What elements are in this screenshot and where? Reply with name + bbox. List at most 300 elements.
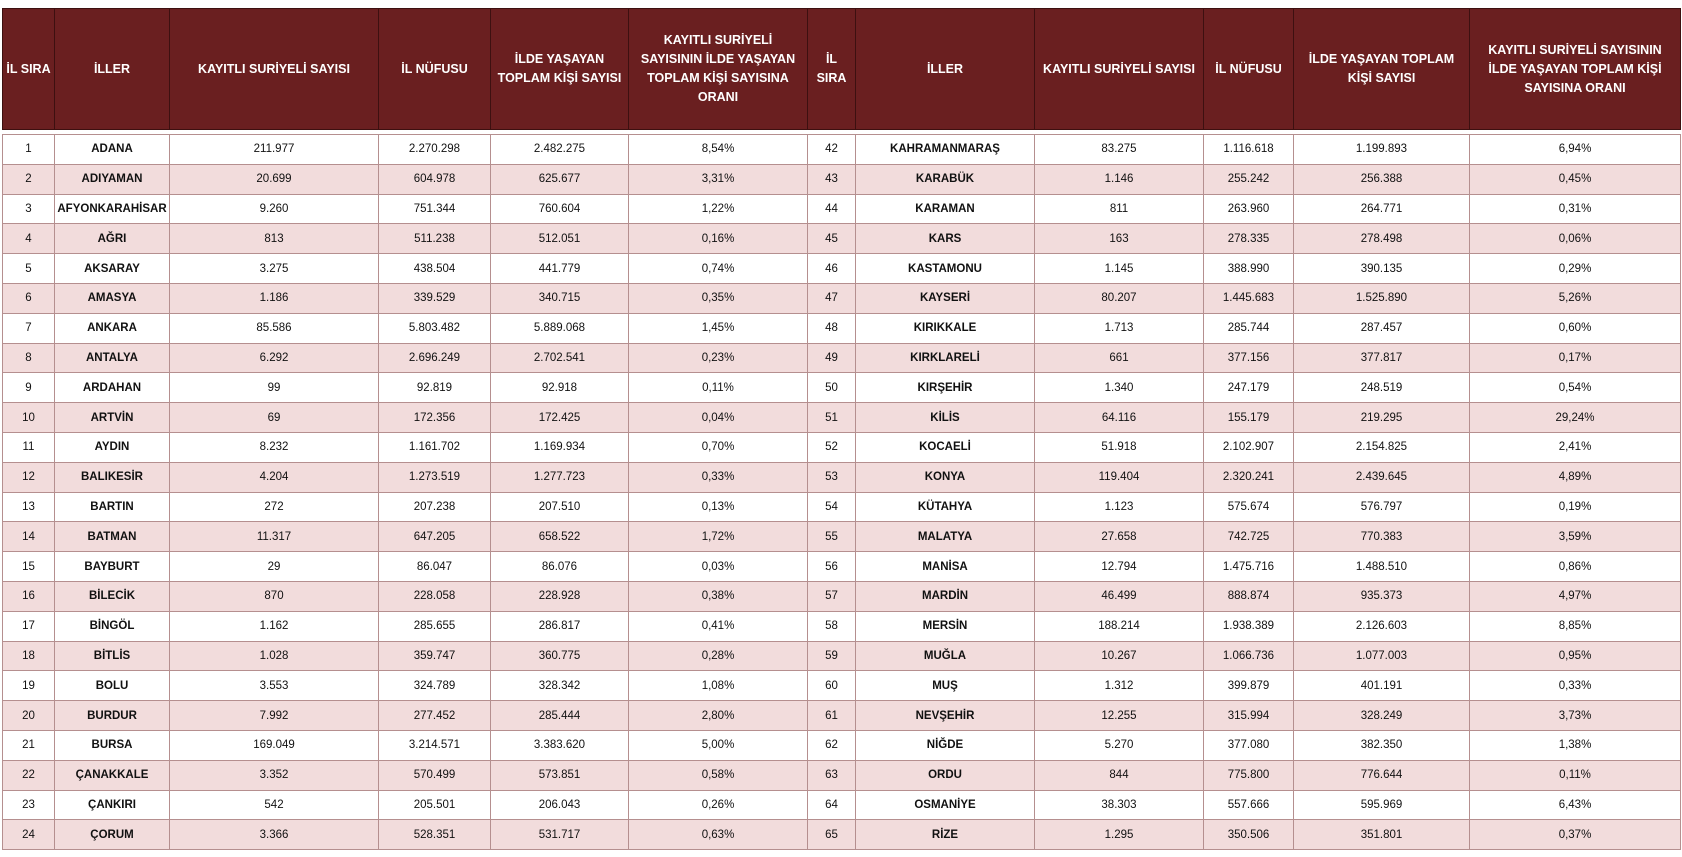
left-iller-cell: ÇORUM: [55, 820, 170, 850]
left-kayitli-suriyeli-sayisi-cell: 6.292: [170, 343, 379, 373]
right-kayitli-suriyeli-sayisi-cell: 27.658: [1035, 522, 1204, 552]
table-row: [3, 820, 1681, 850]
left-il-sira-cell: 2: [3, 164, 55, 194]
table-row: [3, 164, 1681, 194]
right-oran-cell: 0,54%: [1470, 373, 1681, 403]
right-toplam-kisi-sayisi-cell: 278.498: [1294, 224, 1470, 254]
left-il-nufusu-cell: 1.273.519: [379, 462, 491, 492]
left-toplam-kisi-sayisi-cell: 2.482.275: [491, 135, 629, 165]
left-toplam-kisi-sayisi-cell: 328.342: [491, 671, 629, 701]
right-il-sira-cell: 56: [808, 552, 856, 582]
left-toplam-kisi-sayisi-cell: 286.817: [491, 611, 629, 641]
right-il-sira-cell: 47: [808, 283, 856, 313]
left-oran-cell: 0,16%: [629, 224, 808, 254]
left-toplam-kisi-sayisi-cell: 340.715: [491, 283, 629, 313]
left-il-sira-cell: 12: [3, 462, 55, 492]
right-iller-cell: KÜTAHYA: [856, 492, 1035, 522]
left-oran-cell: 0,28%: [629, 641, 808, 671]
right-kayitli-suriyeli-sayisi-cell: 811: [1035, 194, 1204, 224]
right-il-sira-cell: 52: [808, 432, 856, 462]
right-il-sira-cell: 49: [808, 343, 856, 373]
left-il-sira-cell: 3: [3, 194, 55, 224]
table-row: [3, 611, 1681, 641]
right-kayitli-suriyeli-sayisi-cell: 1.145: [1035, 254, 1204, 284]
left-il-sira-cell: 21: [3, 730, 55, 760]
left-iller-cell: BURDUR: [55, 701, 170, 731]
left-oran-cell: 0,35%: [629, 283, 808, 313]
left-toplam-kisi-sayisi-cell: 760.604: [491, 194, 629, 224]
left-iller-cell: ANTALYA: [55, 343, 170, 373]
left-iller-cell: ÇANKIRI: [55, 790, 170, 820]
right-il-sira-cell: 46: [808, 254, 856, 284]
right-iller-cell: OSMANİYE: [856, 790, 1035, 820]
right-oran-cell: 0,60%: [1470, 313, 1681, 343]
left-iller-cell: ANKARA: [55, 313, 170, 343]
left-il-sira-cell: 24: [3, 820, 55, 850]
right-oran-cell: 4,89%: [1470, 462, 1681, 492]
header-right-kayitli-suriyeli-sayisi: KAYITLI SURİYELİ SAYISI: [1035, 9, 1204, 130]
left-toplam-kisi-sayisi-cell: 5.889.068: [491, 313, 629, 343]
left-kayitli-suriyeli-sayisi-cell: 870: [170, 581, 379, 611]
table-row: [3, 283, 1681, 313]
left-toplam-kisi-sayisi-cell: 285.444: [491, 701, 629, 731]
right-il-sira-cell: 42: [808, 135, 856, 165]
left-oran-cell: 1,22%: [629, 194, 808, 224]
right-oran-cell: 4,97%: [1470, 581, 1681, 611]
right-oran-cell: 29,24%: [1470, 403, 1681, 433]
right-il-nufusu-cell: 247.179: [1204, 373, 1294, 403]
left-toplam-kisi-sayisi-cell: 658.522: [491, 522, 629, 552]
left-toplam-kisi-sayisi-cell: 2.702.541: [491, 343, 629, 373]
left-iller-cell: ARDAHAN: [55, 373, 170, 403]
right-il-sira-cell: 45: [808, 224, 856, 254]
left-kayitli-suriyeli-sayisi-cell: 69: [170, 403, 379, 433]
left-toplam-kisi-sayisi-cell: 228.928: [491, 581, 629, 611]
right-kayitli-suriyeli-sayisi-cell: 5.270: [1035, 730, 1204, 760]
left-iller-cell: AMASYA: [55, 283, 170, 313]
header-right-il-nufusu: İL NÜFUSU: [1204, 9, 1294, 130]
right-il-sira-cell: 58: [808, 611, 856, 641]
left-iller-cell: AĞRI: [55, 224, 170, 254]
right-kayitli-suriyeli-sayisi-cell: 64.116: [1035, 403, 1204, 433]
left-kayitli-suriyeli-sayisi-cell: 8.232: [170, 432, 379, 462]
left-kayitli-suriyeli-sayisi-cell: 3.553: [170, 671, 379, 701]
right-il-nufusu-cell: 775.800: [1204, 760, 1294, 790]
table-row: [3, 790, 1681, 820]
table-row: [3, 432, 1681, 462]
left-kayitli-suriyeli-sayisi-cell: 20.699: [170, 164, 379, 194]
left-il-nufusu-cell: 228.058: [379, 581, 491, 611]
left-il-sira-cell: 11: [3, 432, 55, 462]
right-iller-cell: MERSİN: [856, 611, 1035, 641]
left-il-sira-cell: 22: [3, 760, 55, 790]
right-il-nufusu-cell: 155.179: [1204, 403, 1294, 433]
left-il-nufusu-cell: 647.205: [379, 522, 491, 552]
left-il-sira-cell: 6: [3, 283, 55, 313]
left-il-nufusu-cell: 511.238: [379, 224, 491, 254]
left-iller-cell: ADANA: [55, 135, 170, 165]
right-il-nufusu-cell: 315.994: [1204, 701, 1294, 731]
right-kayitli-suriyeli-sayisi-cell: 12.794: [1035, 552, 1204, 582]
right-il-sira-cell: 50: [808, 373, 856, 403]
right-toplam-kisi-sayisi-cell: 2.154.825: [1294, 432, 1470, 462]
right-oran-cell: 0,86%: [1470, 552, 1681, 582]
right-il-nufusu-cell: 255.242: [1204, 164, 1294, 194]
right-toplam-kisi-sayisi-cell: 935.373: [1294, 581, 1470, 611]
right-oran-cell: 6,94%: [1470, 135, 1681, 165]
right-oran-cell: 0,06%: [1470, 224, 1681, 254]
left-il-nufusu-cell: 207.238: [379, 492, 491, 522]
right-kayitli-suriyeli-sayisi-cell: 12.255: [1035, 701, 1204, 731]
left-oran-cell: 1,72%: [629, 522, 808, 552]
right-toplam-kisi-sayisi-cell: 390.135: [1294, 254, 1470, 284]
right-il-nufusu-cell: 2.320.241: [1204, 462, 1294, 492]
right-kayitli-suriyeli-sayisi-cell: 1.713: [1035, 313, 1204, 343]
left-oran-cell: 3,31%: [629, 164, 808, 194]
right-oran-cell: 0,31%: [1470, 194, 1681, 224]
right-il-sira-cell: 62: [808, 730, 856, 760]
left-oran-cell: 8,54%: [629, 135, 808, 165]
header-right-iller: İLLER: [856, 9, 1035, 130]
left-toplam-kisi-sayisi-cell: 573.851: [491, 760, 629, 790]
right-il-sira-cell: 55: [808, 522, 856, 552]
right-toplam-kisi-sayisi-cell: 1.199.893: [1294, 135, 1470, 165]
right-iller-cell: MANİSA: [856, 552, 1035, 582]
right-il-sira-cell: 64: [808, 790, 856, 820]
right-il-sira-cell: 43: [808, 164, 856, 194]
right-toplam-kisi-sayisi-cell: 595.969: [1294, 790, 1470, 820]
left-kayitli-suriyeli-sayisi-cell: 85.586: [170, 313, 379, 343]
left-iller-cell: BAYBURT: [55, 552, 170, 582]
left-toplam-kisi-sayisi-cell: 625.677: [491, 164, 629, 194]
header-left-kayitli-suriyeli-sayisi: KAYITLI SURİYELİ SAYISI: [170, 9, 379, 130]
right-il-sira-cell: 44: [808, 194, 856, 224]
right-iller-cell: RİZE: [856, 820, 1035, 850]
left-toplam-kisi-sayisi-cell: 512.051: [491, 224, 629, 254]
right-oran-cell: 3,73%: [1470, 701, 1681, 731]
table-row: [3, 492, 1681, 522]
table-row: [3, 581, 1681, 611]
right-iller-cell: KIRŞEHİR: [856, 373, 1035, 403]
table-row: [3, 403, 1681, 433]
left-il-sira-cell: 10: [3, 403, 55, 433]
left-kayitli-suriyeli-sayisi-cell: 813: [170, 224, 379, 254]
left-il-nufusu-cell: 528.351: [379, 820, 491, 850]
left-kayitli-suriyeli-sayisi-cell: 272: [170, 492, 379, 522]
left-kayitli-suriyeli-sayisi-cell: 3.366: [170, 820, 379, 850]
header-right-toplam-kisi-sayisi: İLDE YAŞAYAN TOPLAM KİŞİ SAYISI: [1294, 9, 1470, 130]
left-kayitli-suriyeli-sayisi-cell: 1.162: [170, 611, 379, 641]
table-row: [3, 373, 1681, 403]
right-kayitli-suriyeli-sayisi-cell: 1.146: [1035, 164, 1204, 194]
right-il-nufusu-cell: 278.335: [1204, 224, 1294, 254]
right-il-nufusu-cell: 1.475.716: [1204, 552, 1294, 582]
right-iller-cell: KOCAELİ: [856, 432, 1035, 462]
left-il-sira-cell: 9: [3, 373, 55, 403]
left-il-sira-cell: 18: [3, 641, 55, 671]
left-il-nufusu-cell: 205.501: [379, 790, 491, 820]
left-iller-cell: ARTVİN: [55, 403, 170, 433]
left-toplam-kisi-sayisi-cell: 360.775: [491, 641, 629, 671]
left-oran-cell: 5,00%: [629, 730, 808, 760]
table-row: [3, 641, 1681, 671]
left-oran-cell: 0,33%: [629, 462, 808, 492]
left-oran-cell: 0,13%: [629, 492, 808, 522]
right-oran-cell: 0,33%: [1470, 671, 1681, 701]
table-row: [3, 701, 1681, 731]
left-iller-cell: BURSA: [55, 730, 170, 760]
left-iller-cell: ÇANAKKALE: [55, 760, 170, 790]
left-il-sira-cell: 7: [3, 313, 55, 343]
right-kayitli-suriyeli-sayisi-cell: 1.312: [1035, 671, 1204, 701]
right-kayitli-suriyeli-sayisi-cell: 38.303: [1035, 790, 1204, 820]
province-table: [2, 8, 1681, 850]
right-toplam-kisi-sayisi-cell: 248.519: [1294, 373, 1470, 403]
right-il-nufusu-cell: 263.960: [1204, 194, 1294, 224]
left-iller-cell: BİTLİS: [55, 641, 170, 671]
table-header: [3, 9, 1681, 135]
right-oran-cell: 0,37%: [1470, 820, 1681, 850]
left-kayitli-suriyeli-sayisi-cell: 3.352: [170, 760, 379, 790]
right-oran-cell: 8,85%: [1470, 611, 1681, 641]
right-toplam-kisi-sayisi-cell: 256.388: [1294, 164, 1470, 194]
left-toplam-kisi-sayisi-cell: 86.076: [491, 552, 629, 582]
left-il-nufusu-cell: 570.499: [379, 760, 491, 790]
left-toplam-kisi-sayisi-cell: 207.510: [491, 492, 629, 522]
table-row: [3, 760, 1681, 790]
left-il-nufusu-cell: 86.047: [379, 552, 491, 582]
left-oran-cell: 0,11%: [629, 373, 808, 403]
left-oran-cell: 0,70%: [629, 432, 808, 462]
right-toplam-kisi-sayisi-cell: 776.644: [1294, 760, 1470, 790]
left-kayitli-suriyeli-sayisi-cell: 542: [170, 790, 379, 820]
left-il-nufusu-cell: 285.655: [379, 611, 491, 641]
right-toplam-kisi-sayisi-cell: 1.077.003: [1294, 641, 1470, 671]
right-kayitli-suriyeli-sayisi-cell: 83.275: [1035, 135, 1204, 165]
header-left-il-sira: İL SIRA: [3, 9, 55, 130]
right-iller-cell: KONYA: [856, 462, 1035, 492]
right-il-nufusu-cell: 742.725: [1204, 522, 1294, 552]
left-oran-cell: 0,63%: [629, 820, 808, 850]
left-iller-cell: AYDIN: [55, 432, 170, 462]
left-il-sira-cell: 20: [3, 701, 55, 731]
right-il-nufusu-cell: 399.879: [1204, 671, 1294, 701]
left-iller-cell: ADIYAMAN: [55, 164, 170, 194]
right-toplam-kisi-sayisi-cell: 2.439.645: [1294, 462, 1470, 492]
right-oran-cell: 0,11%: [1470, 760, 1681, 790]
header-left-oran: KAYITLI SURİYELİ SAYISININ İLDE YAŞAYAN TOPLAM KİŞİ SAYISINA ORANI: [629, 9, 808, 130]
right-oran-cell: 0,19%: [1470, 492, 1681, 522]
right-iller-cell: ORDU: [856, 760, 1035, 790]
left-il-nufusu-cell: 751.344: [379, 194, 491, 224]
left-toplam-kisi-sayisi-cell: 206.043: [491, 790, 629, 820]
left-kayitli-suriyeli-sayisi-cell: 9.260: [170, 194, 379, 224]
left-iller-cell: AKSARAY: [55, 254, 170, 284]
right-kayitli-suriyeli-sayisi-cell: 188.214: [1035, 611, 1204, 641]
left-il-sira-cell: 16: [3, 581, 55, 611]
left-il-sira-cell: 23: [3, 790, 55, 820]
left-oran-cell: 0,03%: [629, 552, 808, 582]
right-oran-cell: 6,43%: [1470, 790, 1681, 820]
left-toplam-kisi-sayisi-cell: 92.918: [491, 373, 629, 403]
left-il-sira-cell: 14: [3, 522, 55, 552]
right-toplam-kisi-sayisi-cell: 377.817: [1294, 343, 1470, 373]
right-oran-cell: 2,41%: [1470, 432, 1681, 462]
right-toplam-kisi-sayisi-cell: 2.126.603: [1294, 611, 1470, 641]
left-oran-cell: 0,74%: [629, 254, 808, 284]
right-il-sira-cell: 61: [808, 701, 856, 731]
right-iller-cell: NEVŞEHİR: [856, 701, 1035, 731]
right-iller-cell: KIRKLARELİ: [856, 343, 1035, 373]
left-il-nufusu-cell: 5.803.482: [379, 313, 491, 343]
left-iller-cell: BATMAN: [55, 522, 170, 552]
right-kayitli-suriyeli-sayisi-cell: 51.918: [1035, 432, 1204, 462]
left-il-nufusu-cell: 438.504: [379, 254, 491, 284]
right-iller-cell: KAHRAMANMARAŞ: [856, 135, 1035, 165]
right-oran-cell: 0,17%: [1470, 343, 1681, 373]
right-il-nufusu-cell: 1.116.618: [1204, 135, 1294, 165]
table-row: [3, 671, 1681, 701]
right-kayitli-suriyeli-sayisi-cell: 119.404: [1035, 462, 1204, 492]
left-il-sira-cell: 1: [3, 135, 55, 165]
right-toplam-kisi-sayisi-cell: 770.383: [1294, 522, 1470, 552]
left-oran-cell: 1,08%: [629, 671, 808, 701]
right-il-sira-cell: 57: [808, 581, 856, 611]
left-toplam-kisi-sayisi-cell: 172.425: [491, 403, 629, 433]
right-il-nufusu-cell: 1.445.683: [1204, 283, 1294, 313]
left-il-sira-cell: 17: [3, 611, 55, 641]
left-il-nufusu-cell: 339.529: [379, 283, 491, 313]
left-il-nufusu-cell: 324.789: [379, 671, 491, 701]
table-row: [3, 194, 1681, 224]
left-toplam-kisi-sayisi-cell: 441.779: [491, 254, 629, 284]
right-iller-cell: MALATYA: [856, 522, 1035, 552]
right-il-sira-cell: 60: [808, 671, 856, 701]
right-iller-cell: KARS: [856, 224, 1035, 254]
left-kayitli-suriyeli-sayisi-cell: 169.049: [170, 730, 379, 760]
left-iller-cell: BOLU: [55, 671, 170, 701]
left-kayitli-suriyeli-sayisi-cell: 3.275: [170, 254, 379, 284]
right-il-sira-cell: 53: [808, 462, 856, 492]
right-iller-cell: MARDİN: [856, 581, 1035, 611]
right-toplam-kisi-sayisi-cell: 576.797: [1294, 492, 1470, 522]
right-oran-cell: 3,59%: [1470, 522, 1681, 552]
right-toplam-kisi-sayisi-cell: 1.525.890: [1294, 283, 1470, 313]
right-toplam-kisi-sayisi-cell: 351.801: [1294, 820, 1470, 850]
left-kayitli-suriyeli-sayisi-cell: 7.992: [170, 701, 379, 731]
left-toplam-kisi-sayisi-cell: 3.383.620: [491, 730, 629, 760]
header-right-oran: KAYITLI SURİYELİ SAYISININ İLDE YAŞAYAN TOPLAM KİŞİ SAYISINA ORANI: [1470, 9, 1681, 130]
right-iller-cell: KIRIKKALE: [856, 313, 1035, 343]
right-iller-cell: MUŞ: [856, 671, 1035, 701]
right-il-nufusu-cell: 575.674: [1204, 492, 1294, 522]
left-toplam-kisi-sayisi-cell: 531.717: [491, 820, 629, 850]
table-row: [3, 343, 1681, 373]
left-il-nufusu-cell: 2.270.298: [379, 135, 491, 165]
right-kayitli-suriyeli-sayisi-cell: 163: [1035, 224, 1204, 254]
right-il-nufusu-cell: 888.874: [1204, 581, 1294, 611]
right-iller-cell: NİĞDE: [856, 730, 1035, 760]
left-oran-cell: 0,38%: [629, 581, 808, 611]
table-row: [3, 135, 1681, 165]
left-il-nufusu-cell: 172.356: [379, 403, 491, 433]
left-iller-cell: AFYONKARAHİSAR: [55, 194, 170, 224]
table-row: [3, 522, 1681, 552]
table-body: [3, 135, 1681, 850]
table-row: [3, 254, 1681, 284]
right-il-sira-cell: 65: [808, 820, 856, 850]
right-oran-cell: 0,29%: [1470, 254, 1681, 284]
right-iller-cell: MUĞLA: [856, 641, 1035, 671]
header-left-toplam-kisi-sayisi: İLDE YAŞAYAN TOPLAM KİŞİ SAYISI: [491, 9, 629, 130]
left-il-nufusu-cell: 1.161.702: [379, 432, 491, 462]
right-kayitli-suriyeli-sayisi-cell: 46.499: [1035, 581, 1204, 611]
left-kayitli-suriyeli-sayisi-cell: 211.977: [170, 135, 379, 165]
right-il-nufusu-cell: 557.666: [1204, 790, 1294, 820]
left-il-sira-cell: 19: [3, 671, 55, 701]
table-row: [3, 462, 1681, 492]
left-il-nufusu-cell: 277.452: [379, 701, 491, 731]
right-kayitli-suriyeli-sayisi-cell: 1.295: [1035, 820, 1204, 850]
right-il-sira-cell: 59: [808, 641, 856, 671]
left-kayitli-suriyeli-sayisi-cell: 99: [170, 373, 379, 403]
left-oran-cell: 0,58%: [629, 760, 808, 790]
right-kayitli-suriyeli-sayisi-cell: 10.267: [1035, 641, 1204, 671]
table-row: [3, 552, 1681, 582]
right-oran-cell: 1,38%: [1470, 730, 1681, 760]
right-il-sira-cell: 48: [808, 313, 856, 343]
right-il-sira-cell: 51: [808, 403, 856, 433]
right-iller-cell: KARAMAN: [856, 194, 1035, 224]
left-oran-cell: 1,45%: [629, 313, 808, 343]
right-il-nufusu-cell: 2.102.907: [1204, 432, 1294, 462]
left-kayitli-suriyeli-sayisi-cell: 29: [170, 552, 379, 582]
right-kayitli-suriyeli-sayisi-cell: 1.123: [1035, 492, 1204, 522]
right-toplam-kisi-sayisi-cell: 1.488.510: [1294, 552, 1470, 582]
left-il-sira-cell: 15: [3, 552, 55, 582]
right-toplam-kisi-sayisi-cell: 382.350: [1294, 730, 1470, 760]
right-toplam-kisi-sayisi-cell: 401.191: [1294, 671, 1470, 701]
left-il-nufusu-cell: 92.819: [379, 373, 491, 403]
left-il-nufusu-cell: 2.696.249: [379, 343, 491, 373]
left-toplam-kisi-sayisi-cell: 1.169.934: [491, 432, 629, 462]
right-toplam-kisi-sayisi-cell: 328.249: [1294, 701, 1470, 731]
left-iller-cell: BİNGÖL: [55, 611, 170, 641]
right-il-sira-cell: 63: [808, 760, 856, 790]
left-il-sira-cell: 8: [3, 343, 55, 373]
left-iller-cell: BİLECİK: [55, 581, 170, 611]
right-iller-cell: KARABÜK: [856, 164, 1035, 194]
left-iller-cell: BALIKESİR: [55, 462, 170, 492]
right-iller-cell: KASTAMONU: [856, 254, 1035, 284]
right-il-nufusu-cell: 388.990: [1204, 254, 1294, 284]
left-il-sira-cell: 5: [3, 254, 55, 284]
left-kayitli-suriyeli-sayisi-cell: 1.028: [170, 641, 379, 671]
table-row: [3, 730, 1681, 760]
right-toplam-kisi-sayisi-cell: 264.771: [1294, 194, 1470, 224]
right-il-nufusu-cell: 377.080: [1204, 730, 1294, 760]
left-il-nufusu-cell: 604.978: [379, 164, 491, 194]
left-il-sira-cell: 13: [3, 492, 55, 522]
right-iller-cell: KAYSERİ: [856, 283, 1035, 313]
right-il-nufusu-cell: 1.066.736: [1204, 641, 1294, 671]
right-il-nufusu-cell: 350.506: [1204, 820, 1294, 850]
right-il-nufusu-cell: 285.744: [1204, 313, 1294, 343]
left-kayitli-suriyeli-sayisi-cell: 4.204: [170, 462, 379, 492]
right-toplam-kisi-sayisi-cell: 219.295: [1294, 403, 1470, 433]
header-left-iller: İLLER: [55, 9, 170, 130]
left-oran-cell: 0,26%: [629, 790, 808, 820]
